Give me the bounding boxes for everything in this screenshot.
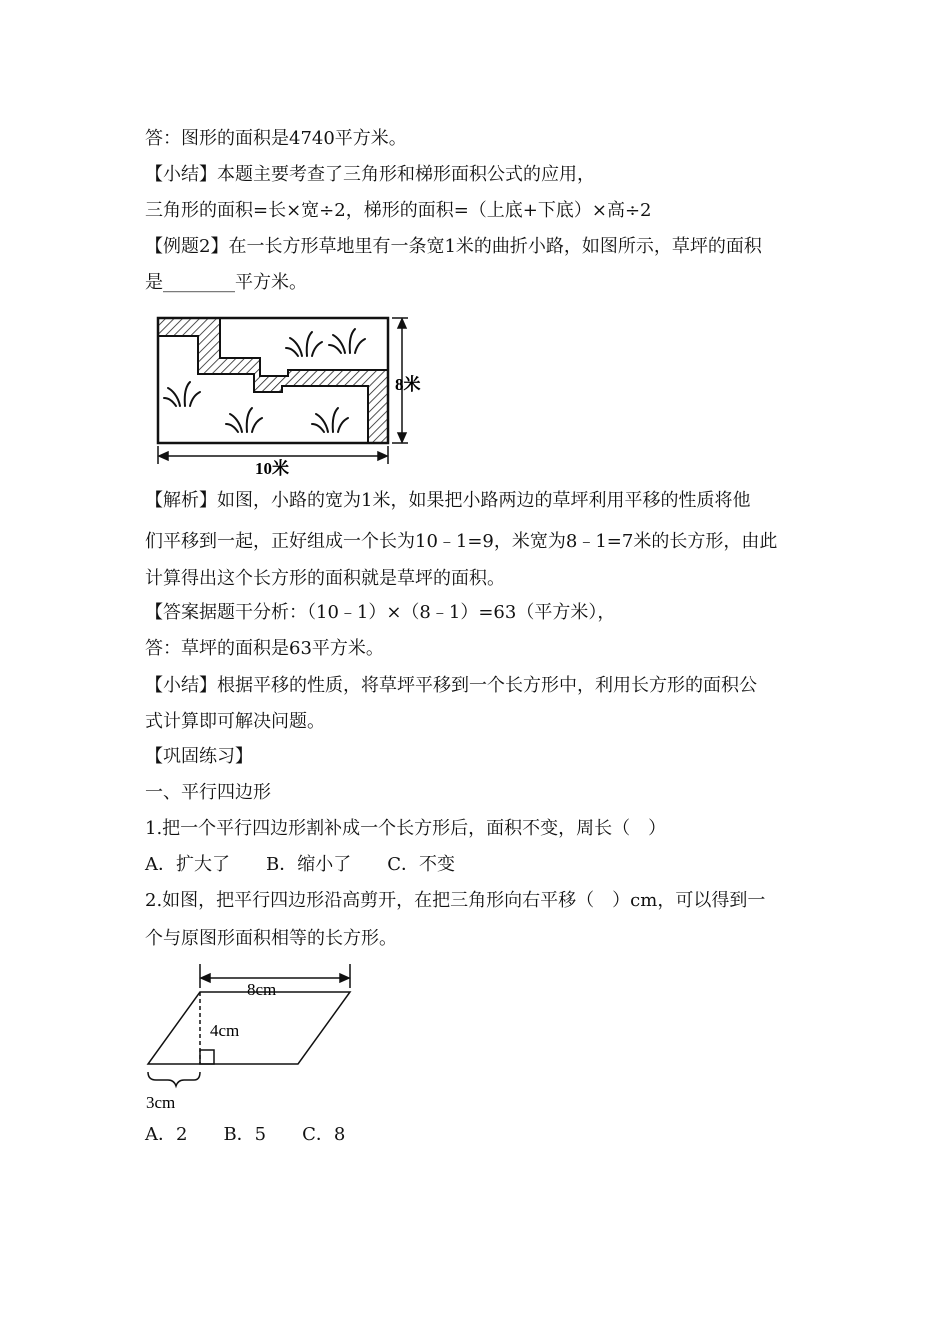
practice-heading: 【巩固练习】 (145, 746, 253, 767)
analysis-line-1: 【解析】如图，小路的宽为1米，如果把小路两边的草坪利用平移的性质将他 (145, 490, 751, 511)
offset-length-label: 3cm (146, 1093, 176, 1112)
grass-icon (312, 408, 348, 432)
answer-line-1: 答：图形的面积是4740平方米。 (145, 128, 407, 149)
question-1: 1.把一个平行四边形割补成一个长方形后，面积不变，周长（ ） (145, 818, 667, 839)
grass-icon (226, 408, 262, 432)
question-1-options: A．扩大了 B．缩小了 C．不变 (145, 854, 455, 875)
question-2-line-2: 个与原图形面积相等的长方形。 (145, 928, 397, 949)
right-angle-mark (200, 1050, 214, 1064)
answer-analysis-line: 【答案据题干分析：（10﹣1）×（8﹣1）=63（平方米）， (145, 602, 616, 623)
question-2-line-1: 2.如图，把平行四边形沿高剪开，在把三角形向右平移（ ）cm，可以得到一 (145, 890, 766, 911)
summary-line-2b: 式计算即可解决问题。 (145, 711, 325, 732)
path-shape (158, 318, 388, 443)
top-length-label: 8cm (247, 980, 277, 999)
lawn-path-figure (150, 308, 440, 478)
parallelogram-figure (140, 958, 360, 1118)
grass-icon (164, 382, 200, 406)
height-length-label: 4cm (210, 1021, 240, 1040)
width-label: 10米 (255, 459, 289, 478)
height-label: 8米 (395, 375, 421, 394)
summary-line-1: 【小结】本题主要考查了三角形和梯形面积公式的应用， (145, 164, 595, 185)
answer-line-2: 答：草坪的面积是63平方米。 (145, 638, 384, 659)
analysis-line-3: 计算得出这个长方形的面积就是草坪的面积。 (145, 568, 505, 589)
grass-icon (286, 332, 322, 356)
section-parallelogram: 一、平行四边形 (145, 782, 271, 803)
example2-line-2: 是________平方米。 (145, 272, 307, 293)
offset-brace (148, 1072, 200, 1086)
parallelogram-shape (148, 992, 350, 1064)
summary-line-2a: 【小结】根据平移的性质，将草坪平移到一个长方形中，利用长方形的面积公 (145, 675, 757, 696)
question-2-options: A．2 B．5 C．8 (145, 1124, 346, 1145)
formula-line: 三角形的面积=长×宽÷2，梯形的面积=（上底+下底）×高÷2 (145, 200, 652, 221)
example2-line-1: 【例题2】在一长方形草地里有一条宽1米的曲折小路，如图所示，草坪的面积 (145, 236, 762, 257)
grass-icon (329, 329, 365, 353)
analysis-line-2: 们平移到一起，正好组成一个长为10﹣1=9，米宽为8﹣1=7米的长方形，由此 (145, 531, 778, 552)
